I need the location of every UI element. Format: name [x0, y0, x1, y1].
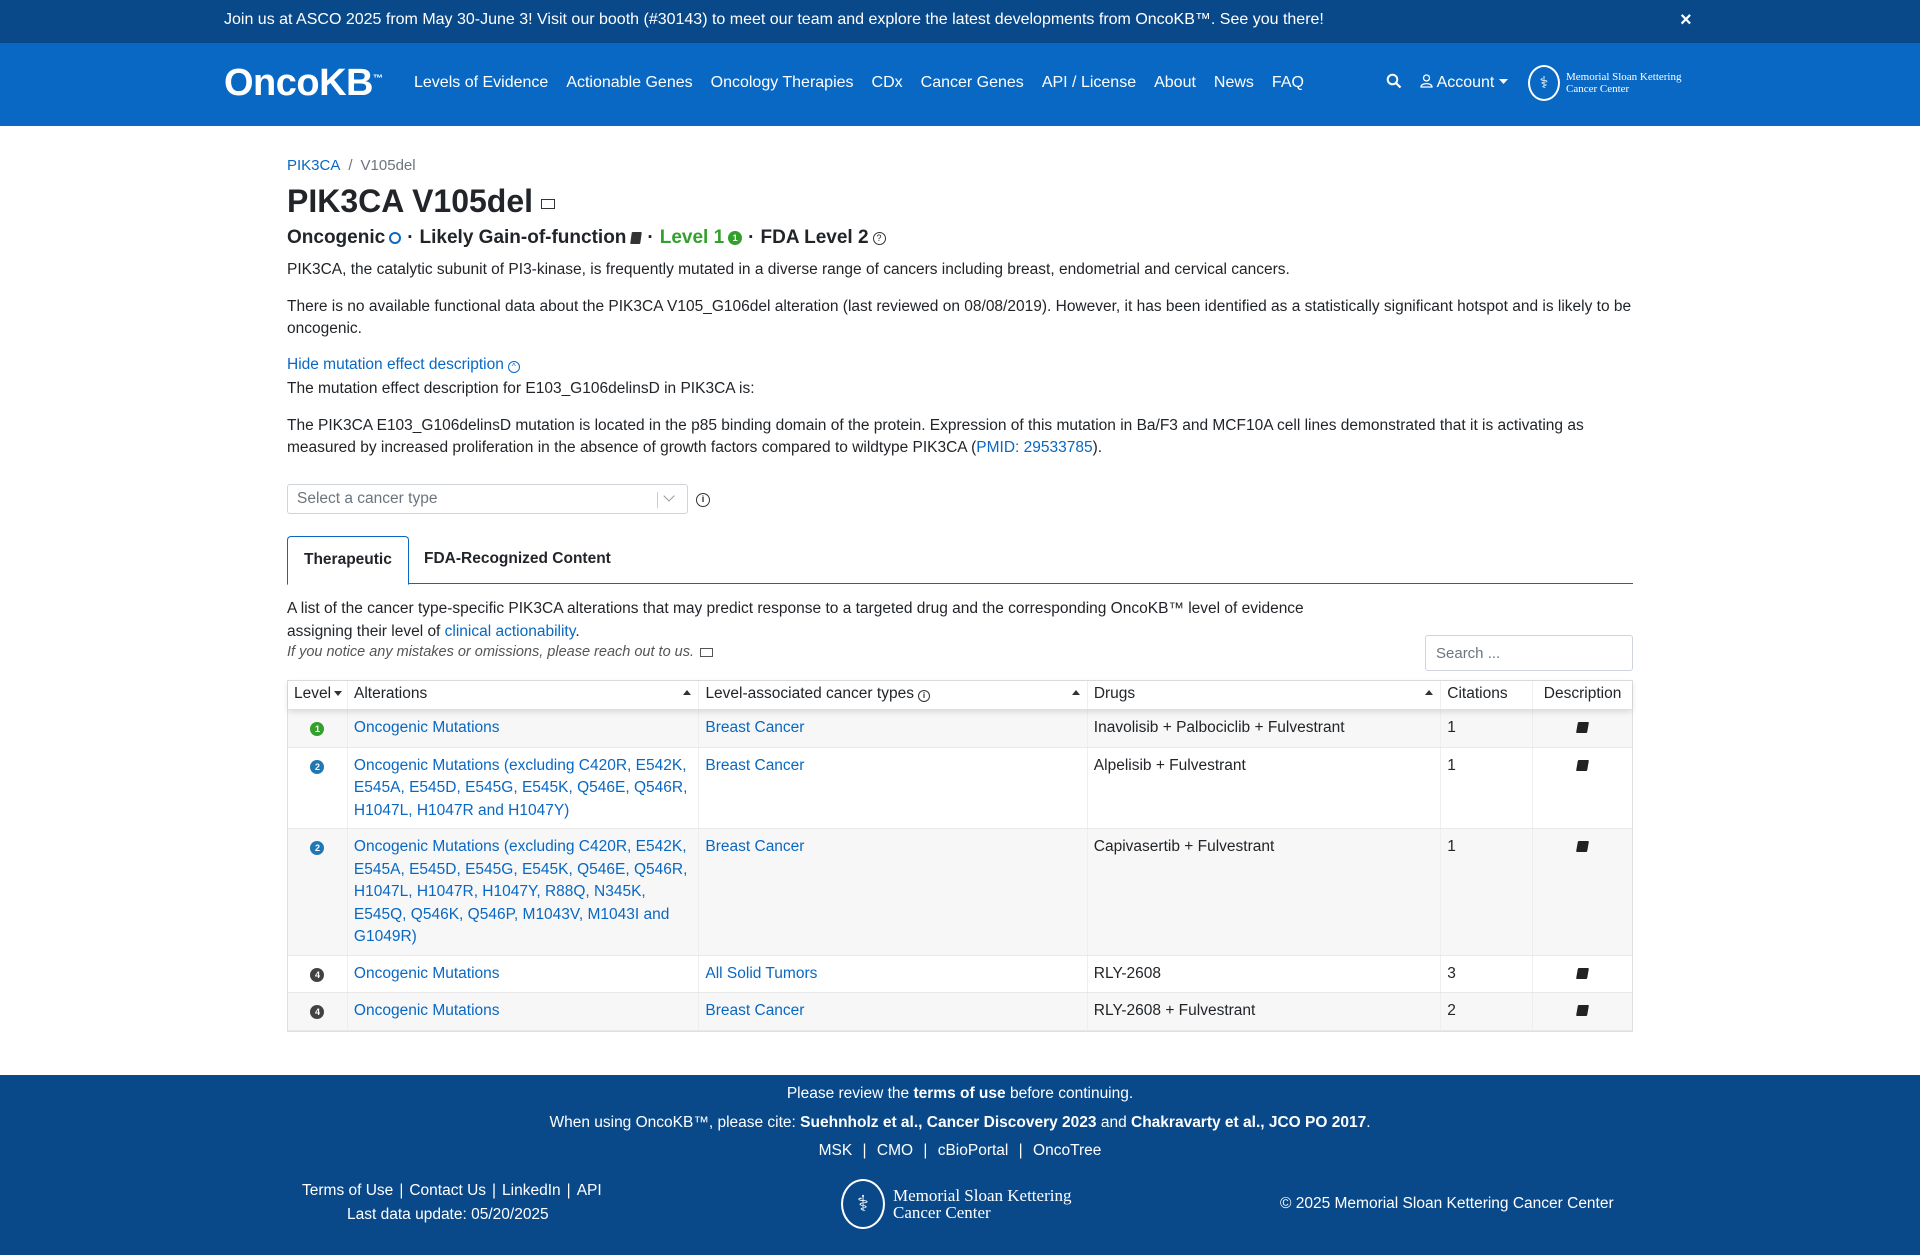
drugs-cell: RLY-2608	[1088, 956, 1441, 993]
sort-icon	[683, 690, 691, 695]
terms-link[interactable]: Terms of Use	[302, 1182, 394, 1199]
nav-cdx[interactable]: CDx	[871, 74, 903, 91]
nav-oncology-therapies[interactable]: Oncology Therapies	[710, 74, 854, 91]
citations-cell[interactable]: 1	[1441, 710, 1533, 747]
nav-api-license[interactable]: API / License	[1041, 74, 1137, 91]
description-cell	[1533, 993, 1632, 1030]
last-data-update: Last data update: 05/20/2025	[347, 1206, 549, 1223]
mail-icon[interactable]	[700, 648, 713, 657]
info-icon[interactable]: i	[696, 493, 710, 507]
oncogenicity: Oncogenic	[287, 227, 386, 248]
citation-1-link[interactable]: Suehnholz et al., Cancer Discovery 2023	[800, 1114, 1097, 1131]
alteration-link[interactable]: Oncogenic Mutations	[353, 719, 500, 736]
citation-notice: When using OncoKB™, please cite: Suehnholz et al., Cancer Discovery 2023 and Chakravarty et al., JCO PO 2017.	[549, 1114, 1371, 1131]
cancer-type-link[interactable]: Breast Cancer	[705, 1002, 805, 1019]
cancer-type-cell	[699, 710, 1087, 747]
tab-therapeutic[interactable]: Therapeutic	[287, 536, 409, 585]
level-icon: 1	[310, 722, 324, 736]
alteration-link[interactable]: Oncogenic Mutations	[353, 1002, 500, 1019]
nav-cancer-genes[interactable]: Cancer Genes	[920, 74, 1024, 91]
alteration-cell	[348, 993, 699, 1030]
pmid-link[interactable]: PMID: 29533785	[976, 439, 1093, 456]
hide-mutation-effect-link[interactable]: Hide mutation effect description ^	[287, 356, 520, 374]
breadcrumb-current: V105del	[360, 157, 416, 174]
cancer-type-cell	[699, 748, 1087, 829]
alteration-link[interactable]: Oncogenic Mutations (excluding C420R, E542K, E545A, E545D, E545G, E545K, Q546E, Q546R, H1047L, H1047R, H1047Y, R88Q, N345K, E545Q, Q546K, Q546P, M1043V, M1043I and G1049R)	[353, 838, 688, 945]
cancer-type-link[interactable]: Breast Cancer	[705, 756, 805, 774]
description-cell	[1533, 748, 1632, 829]
table-search-input[interactable]	[1425, 635, 1633, 671]
cancer-type-link[interactable]: Breast Cancer	[705, 719, 805, 736]
level-cell	[288, 748, 348, 829]
drugs-cell: RLY-2608 + Fulvestrant	[1088, 993, 1441, 1030]
breadcrumb: PIK3CA / V105del	[287, 157, 416, 174]
level-icon: 4	[310, 1005, 324, 1019]
caret-down-icon	[1499, 79, 1508, 85]
cmo-link[interactable]: CMO	[876, 1142, 914, 1159]
alteration-cell	[348, 829, 699, 955]
info-icon[interactable]: i	[918, 690, 930, 702]
terms-notice: Please review the terms of use before continuing.	[786, 1085, 1134, 1102]
resource-links: MSK | CMO | cBioPortal | OncoTree	[818, 1142, 1102, 1159]
header-drugs[interactable]: Drugs	[1088, 681, 1441, 709]
alteration-link[interactable]: Oncogenic Mutations (excluding C420R, E542K, E545A, E545D, E545G, E545K, Q546E, Q546R, H1047L, H1047R and H1047Y)	[353, 756, 688, 819]
level-cell	[288, 956, 348, 993]
question-icon[interactable]: ?	[873, 232, 886, 245]
table-row	[288, 748, 1632, 830]
sort-icon	[1425, 690, 1433, 695]
cancer-type-link[interactable]: Breast Cancer	[705, 838, 805, 855]
nav-faq[interactable]: FAQ	[1271, 74, 1304, 91]
chevron-up-icon: ^	[508, 361, 520, 373]
level-icon: 2	[310, 760, 324, 774]
linkedin-link[interactable]: LinkedIn	[502, 1182, 561, 1199]
level-icon: 4	[310, 968, 324, 982]
level-cell	[288, 710, 348, 747]
table-body	[288, 710, 1632, 1031]
oncokb-logo[interactable]: OncoKB™	[224, 62, 383, 104]
header-level[interactable]: Level	[288, 681, 348, 709]
book-icon[interactable]	[1576, 968, 1589, 979]
citation-2-link[interactable]: Chakravarty et al., JCO PO 2017	[1131, 1114, 1367, 1131]
book-icon[interactable]	[631, 232, 643, 244]
description-cell	[1533, 956, 1632, 993]
nav-about[interactable]: About	[1154, 74, 1196, 91]
therapeutic-description: A list of the cancer type-specific PIK3CA alterations that may predict response to a targeted drug and the corresponding OncoKB™ level of evidence assigning their level of clinical actionability.	[287, 600, 1304, 640]
citations-cell[interactable]: 1	[1441, 829, 1533, 955]
alteration-cell	[348, 748, 699, 829]
copyright: © 2025 Memorial Sloan Kettering Cancer Center	[1280, 1195, 1614, 1212]
table-row	[288, 829, 1632, 956]
table-row	[288, 710, 1632, 748]
mail-icon[interactable]	[541, 199, 555, 209]
description-cell	[1533, 710, 1632, 747]
nav-news[interactable]: News	[1213, 74, 1254, 91]
cancer-type-cell	[699, 956, 1087, 993]
book-icon[interactable]	[1576, 1005, 1589, 1016]
page-title: PIK3CA V105del	[287, 183, 555, 220]
oncogenic-icon	[389, 232, 401, 244]
citations-cell[interactable]: 1	[1441, 748, 1533, 829]
nav-actionable-genes[interactable]: Actionable Genes	[566, 74, 693, 91]
level-1-icon: 1	[728, 231, 742, 245]
drugs-cell: Capivasertib + Fulvestrant	[1088, 829, 1441, 955]
msk-emblem-icon: ⚕	[841, 1179, 885, 1229]
sort-desc-icon	[334, 691, 342, 696]
footer-msk-logo[interactable]: ⚕ Memorial Sloan Kettering Cancer Center	[841, 1179, 1071, 1229]
mutation-effect-text: The PIK3CA E103_G106delinsD mutation is located in the p85 binding domain of the protein. Expression of this mutation in Ba/F3 and MCF10A cell lines demonstrated that it is activating as measured by increased proliferation in the absence of growth factors compared to wildtype PIK3CA (PMID: 29533785).	[287, 417, 1584, 456]
therapeutic-table	[287, 680, 1633, 1032]
tab-fda-recognized-content[interactable]: FDA-Recognized Content	[424, 550, 611, 567]
chevron-down-icon	[663, 490, 674, 501]
header-description[interactable]: Description	[1543, 685, 1622, 702]
drugs-cell: Inavolisib + Palbociclib + Fulvestrant	[1088, 710, 1441, 747]
alteration-cell	[348, 956, 699, 993]
level-cell	[288, 993, 348, 1030]
table-row	[288, 993, 1632, 1031]
terms-of-use-link[interactable]: terms of use	[913, 1085, 1006, 1102]
announcement-bar	[0, 0, 1920, 43]
description-cell	[1533, 829, 1632, 955]
header-cancer-types[interactable]: Level-associated cancer types i	[699, 681, 1087, 709]
table-row	[288, 956, 1632, 994]
level-icon: 2	[310, 841, 324, 855]
user-icon	[1420, 74, 1433, 88]
cancer-type-select[interactable]: Select a cancer type	[287, 484, 688, 514]
book-icon[interactable]	[1576, 760, 1589, 771]
breadcrumb-gene-link[interactable]: PIK3CA	[287, 157, 341, 174]
mutation-effect: Likely Gain-of-function	[419, 227, 627, 248]
search-icon[interactable]	[1386, 73, 1402, 89]
mutation-effect-intro: The mutation effect description for E103_G106delinsD in PIK3CA is:	[287, 380, 755, 397]
alteration-cell	[348, 710, 699, 747]
level-cell	[288, 829, 348, 955]
cancer-type-cell	[699, 829, 1087, 955]
oncotree-link[interactable]: OncoTree	[1033, 1142, 1102, 1159]
close-icon[interactable]: ×	[1680, 9, 1692, 31]
contact-link[interactable]: Contact Us	[409, 1182, 487, 1199]
nav-menu	[414, 74, 1322, 92]
header-alterations[interactable]: Alterations	[348, 681, 699, 709]
feedback-notice: If you notice any mistakes or omissions, please reach out to us.	[287, 644, 713, 660]
msk-logo[interactable]: ⚕ Memorial Sloan Kettering Cancer Center	[1528, 65, 1681, 101]
book-icon[interactable]	[1576, 841, 1589, 852]
alteration-link[interactable]: Oncogenic Mutations	[353, 964, 500, 982]
footer-links: Terms of Use | Contact Us | LinkedIn | API	[302, 1182, 602, 1199]
api-link[interactable]: API	[576, 1182, 602, 1199]
msk-emblem-icon: ⚕	[1528, 65, 1560, 101]
drugs-cell: Alpelisib + Fulvestrant	[1088, 748, 1441, 829]
book-icon[interactable]	[1576, 722, 1589, 733]
msk-link[interactable]: MSK	[818, 1142, 853, 1159]
account-dropdown[interactable]: Account	[1420, 74, 1508, 92]
footer	[0, 1075, 1920, 1255]
nav-levels-of-evidence[interactable]: Levels of Evidence	[414, 74, 549, 91]
table-header	[288, 681, 1632, 710]
announcement-text: Join us at ASCO 2025 from May 30-June 3! Visit our booth (#30143) to meet our team and explore the latest developments from OncoKB™. See you there!	[224, 11, 1324, 28]
cancer-type-cell	[699, 993, 1087, 1030]
citations-cell[interactable]: 2	[1441, 993, 1533, 1030]
tab-bar	[287, 536, 1633, 584]
gene-description: PIK3CA, the catalytic subunit of PI3-kinase, is frequently mutated in a diverse range of cancers including breast, endometrial and cervical cancers.	[287, 261, 1290, 278]
navbar	[0, 43, 1920, 126]
sort-icon	[1072, 690, 1080, 695]
variant-summary: Oncogenic · Likely Gain-of-function · Level 1 1 · FDA Level 2 ?	[287, 227, 886, 249]
highest-level: Level 1	[659, 227, 725, 248]
fda-level: FDA Level 2	[760, 227, 869, 248]
cancer-type-link[interactable]: All Solid Tumors	[705, 964, 818, 982]
clinical-actionability-link[interactable]: clinical actionability	[444, 623, 576, 640]
header-citations[interactable]: Citations	[1441, 681, 1533, 709]
variant-description: There is no available functional data about the PIK3CA V105_G106del alteration (last reviewed on 08/08/2019). However, it has been identified as a statistically significant hotspot and is likely to be oncogenic.	[287, 298, 1632, 337]
citations-cell[interactable]: 3	[1441, 956, 1533, 993]
cbioportal-link[interactable]: cBioPortal	[937, 1142, 1009, 1159]
